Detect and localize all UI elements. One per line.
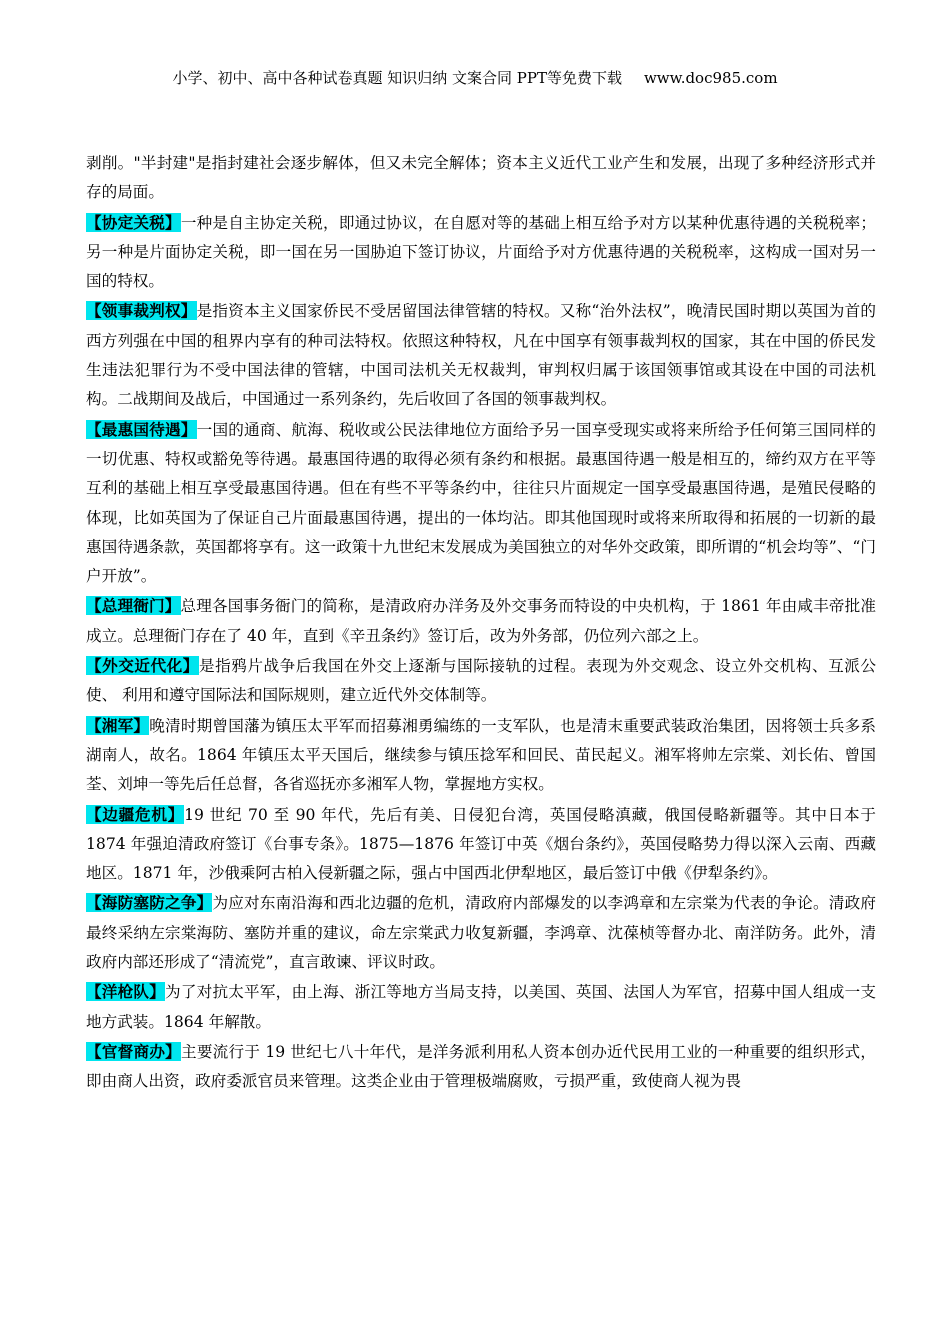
entry-diplomatic-modernization bbox=[86, 651, 876, 711]
entry-ever-victorious-army bbox=[86, 977, 876, 1037]
entry-term: 【洋枪队】 bbox=[86, 982, 166, 1002]
entry-term: 【总理衙门】 bbox=[86, 596, 181, 616]
entry-term: 【领事裁判权】 bbox=[86, 301, 197, 321]
entry-text: 为了对抗太平军，由上海、浙江等地方当局支持，以美国、英国、法国人为军官，招募中国人组成一支地方武装。1864 年解散。 bbox=[86, 983, 876, 1031]
entry-term: 【官督商办】 bbox=[86, 1041, 181, 1061]
entry-text: 剥削。"半封建"是指封建社会逐步解体，但又未完全解体；资本主义近代工业产生和发展，出现了多种经济形式并存的局面。 bbox=[86, 154, 876, 202]
entry-text: 是指资本主义国家侨民不受居留国法律管辖的特权。又称“治外法权”，晚清民国时期以英国为首的西方列强在中国的租界内享有的种司法特权。依照这种特权，凡在中国享有领事裁判权的国家，其在中国的侨民发生违法犯罪行为不受中国法律的管辖，中国司法机关无权裁判，审判权归属于该国领事馆或其设在中国的司法机构。二战期间及战后，中国通过一系列条约，先后收回了各国的领事裁判权。 bbox=[86, 302, 876, 409]
entry-text: 晚清时期曾国藩为镇压太平军而招募湘勇编练的一支军队，也是清末重要武装政治集团，因将领士兵多系湖南人，故名。1864 年镇压太平天国后，继续参与镇压捻军和回民、苗民起义。湘军将帅左宗棠、刘长佑、曾国荃、刘坤一等先后任总督，各省巡抚亦多湘军人物，掌握地方实权。 bbox=[86, 716, 876, 794]
entry-continuation bbox=[86, 149, 876, 208]
entry-term: 【外交近代化】 bbox=[86, 656, 199, 676]
entry-xiang-army bbox=[86, 711, 876, 800]
entry-term: 【湘军】 bbox=[86, 715, 150, 735]
entry-text: 是指鸦片战争后我国在外交上逐渐与国际接轨的过程。表现为外交观念、设立外交机构、互派公使、 利用和遵守国际法和国际规则，建立近代外交体制等。 bbox=[86, 657, 876, 705]
entry-term: 【边疆危机】 bbox=[86, 804, 185, 824]
header-site: www.doc985.com bbox=[643, 69, 778, 87]
entry-consular-jurisdiction bbox=[86, 296, 876, 414]
page-header bbox=[0, 66, 950, 90]
entry-text: 19 世纪 70 至 90 年代，先后有美、日侵犯台湾，英国侵略滇藏，俄国侵略新疆等。其中日本于 1874 年强迫清政府签订《台事专条》。1875—1876 年签订中英《烟台条约》，英国侵略势力得以深入云南、西藏地区。1871 年，沙俄乘阿古柏入侵新疆之际，强占中国西北伊犁地区，最后签订中俄《伊犁条约》。 bbox=[86, 805, 876, 883]
entry-text: 主要流行于 19 世纪七八十年代，是洋务派利用私人资本创办近代民用工业的一种重要的组织形式，即由商人出资，政府委派官员来管理。这类企业由于管理极端腐败，亏损严重，致使商人视为畏 bbox=[86, 1042, 876, 1091]
entry-text: 一种是自主协定关税，即通过协议，在自愿对等的基础上相互给予对方以某种优惠待遇的关税税率；另一种是片面协定关税，即一国在另一国胁迫下签订协议，片面给予对方优惠待遇的关税税率，这构成一国对另一国的特权。 bbox=[86, 213, 876, 291]
header-text: 小学、初中、高中各种试卷真题 知识归纳 文案合同 PPT等免费下载 bbox=[172, 69, 622, 87]
entry-term: 【最惠国待遇】 bbox=[86, 419, 197, 439]
document-body bbox=[86, 149, 876, 1097]
entry-zongli-yamen bbox=[86, 591, 876, 651]
entry-term: 【协定关税】 bbox=[86, 212, 181, 232]
entry-text: 一国的通商、航海、税收或公民法律地位方面给予另一国享受现实或将来所给予任何第三国同样的一切优惠、特权或豁免等待遇。最惠国待遇的取得必须有条约和根据。最惠国待遇一般是相互的，缔约双方在平等互利的基础上相互享受最惠国待遇。但在有些不平等条约中，往往只片面规定一国享受最惠国待遇，是殖民侵略的体现，比如英国为了保证自己片面最惠国待遇，提出的一体均沾。即其他国现时或将来所取得和拓展的一切新的最惠国待遇条款，英国都将享有。这一政策十九世纪末发展成为美国独立的对华外交政策，即所谓的“机会均等”、“门户开放”。 bbox=[86, 420, 876, 586]
entry-text: 总理各国事务衙门的简称，是清政府办洋务及外交事务而特设的中央机构，于 1861 年由咸丰帝批准成立。总理衙门存在了 40 年，直到《辛丑条约》签订后，改为外务部，仍位列六部之上。 bbox=[86, 597, 876, 645]
entry-official-supervision bbox=[86, 1037, 876, 1097]
entry-defense-debate bbox=[86, 888, 876, 977]
entry-protocol-tariff bbox=[86, 208, 876, 297]
entry-term: 【海防塞防之争】 bbox=[86, 893, 213, 913]
entry-most-favored-nation bbox=[86, 415, 876, 592]
entry-text: 为应对东南沿海和西北边疆的危机，清政府内部爆发的以李鸿章和左宗棠为代表的争论。清政府最终采纳左宗棠海防、塞防并重的建议，命左宗棠武力收复新疆，李鸿章、沈葆桢等督办北、南洋防务。此外，清政府内部还形成了“清流党”，直言敢谏、评议时政。 bbox=[86, 894, 876, 972]
entry-frontier-crisis bbox=[86, 800, 876, 889]
